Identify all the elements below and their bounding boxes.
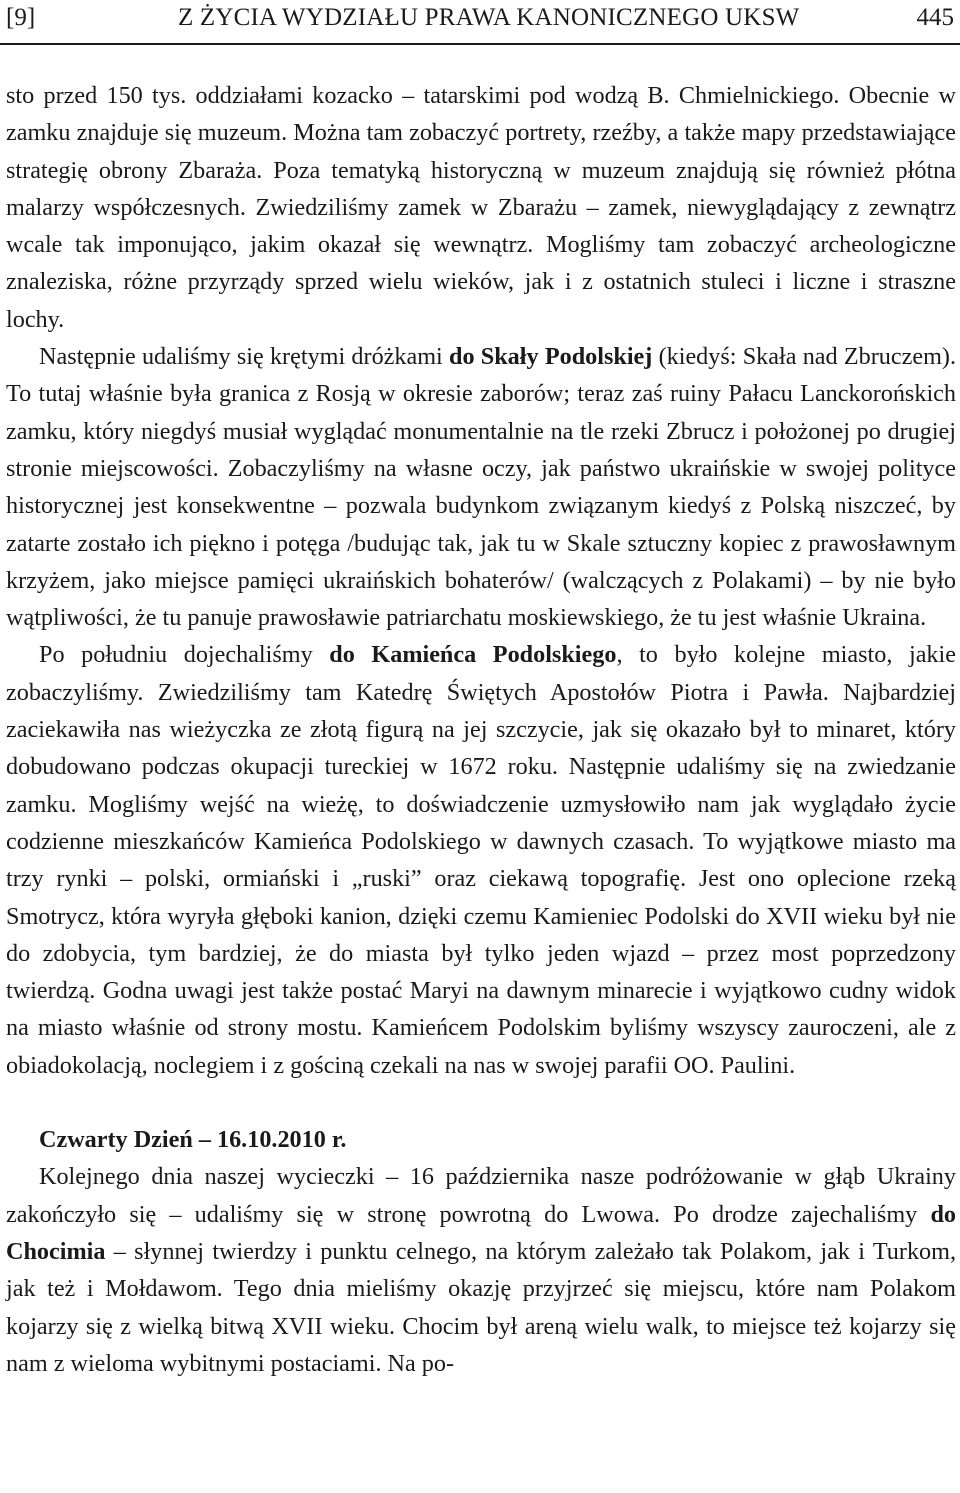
paragraph-text: Po południu dojechaliśmy (39, 641, 330, 669)
section-heading: Czwarty Dzień – 16.10.2010 r. (39, 1126, 347, 1154)
page-header (0, 0, 960, 43)
paragraph-text: , to było kolejne miasto, jakie zobaczyliśmy. Zwiedziliśmy tam Katedrę Świętych Apostołów Piotra i Pawła. Najbardziej zaciekawiła nas wieżyczka ze złotą figurą na jej szczycie, jak się okazało był to minaret, który dobudowano podczas okupacji tureckiej w 1672 roku. Następnie udaliśmy się na zwiedzanie zamku. Mogliśmy wejść na wieżę, to doświadczenie uzmysłowiło nam jak wyglądało życie codzienne mieszkańców Kamieńca Podolskiego w dawnych czasach. To wyjątkowe miasto ma trzy rynki – polski, ormiański i „ruski” oraz ciekawą topografię. Jest ono oplecione rzeką Smotrycz, która wyryła głęboki kanion, dzięki czemu Kamieniec Podolski do XVII wieku był nie do zdobycia, tym bardziej, że do miasta był tylko jeden wjazd – przez most poprzedzony twierdzą. Godna uwagi jest także postać Maryi na dawnym minarecie i wyjątkowo cudny widok na miasto właśnie od strony mostu. Kamieńcem Podolskim byliśmy wszyscy zauroczeni, ale z obiadokolacją, noclegiem i z gościną czekali na nas w swojej parafii OO. Paulini. (6, 641, 956, 1079)
section-number: [9] (6, 4, 36, 31)
paragraph-text: – słynnej twierdzy i punktu celnego, na którym zależało tak Polakom, jak i Turkom, jak też i Mołdawom. Tego dnia mieliśmy okazję przyjrzeć się miejscu, które nam Polakom kojarzy się z wielką bitwą XVII wieku. Chocim był areną wielu walk, to miejsce też kojarzy się nam z wieloma wybitnymi postaciami. Na po- (6, 1237, 956, 1377)
running-head: Z ŻYCIA WYDZIAŁU PRAWA KANONICZNEGO UKSW (178, 4, 800, 31)
header-rule (0, 43, 960, 45)
paragraph-chocim (6, 1158, 956, 1382)
place-name: do Skały Podolskiej (449, 343, 653, 371)
paragraph-kamieniec (6, 636, 956, 1084)
place-name: do Kamieńca Podolskiego (329, 641, 617, 669)
paragraph-text: Następnie udaliśmy się krętymi dróżkami (39, 343, 449, 371)
place-name: do Chocimia (6, 1200, 956, 1265)
paragraph-skala-podolska (6, 338, 956, 636)
article-body (6, 77, 956, 1382)
paragraph-text: sto przed 150 tys. oddziałami kozacko – tatarskimi pod wodzą B. Chmielnickiego. Obecnie w zamku znajduje się muzeum. Można tam zobaczyć portrety, rzeźby, a także mapy przedstawiające strategię obrony Zbaraża. Poza tematyką historyczną w muzeum znajdują się również płótna malarzy współczesnych. Zwiedziliśmy zamek w Zbarażu – zamek, niewyglądający z zewnątrz wcale tak imponująco, jakim okazał się wewnątrz. Mogliśmy tam zobaczyć archeologiczne znaleziska, różne przyrządy sprzed wielu wieków, jak i z ostatnich stuleci i liczne i straszne lochy. (6, 82, 956, 333)
paragraph-text: (kiedyś: Skała nad Zbruczem). To tutaj właśnie była granica z Rosją w okresie zaborów; teraz zaś ruiny Pałacu Lanckorońskich zamku, który niegdyś musiał wyglądać monumentalnie na tle rzeki Zbrucz i położonej po drugiej stronie miejscowości. Zobaczyliśmy na własne oczy, jak państwo ukraińskie w swojej polityce historycznej jest konsekwentne – pozwala budynkom związanym kiedyś z Polską niszczeć, by zatarte zostało ich piękno i potęga /budując tak, jak tu w Skale sztuczny kopiec z prawosławnym krzyżem, jako miejsce pamięci ukraińskich bohaterów/ (walczących z Polakami) – by nie było wątpliwości, że tu panuje prawosławie patriarchatu moskiewskiego, że tu jest właśnie Ukraina. (6, 343, 956, 632)
paragraph-zbaraz (6, 77, 956, 338)
paragraph-text: Kolejnego dnia naszej wycieczki – 16 października nasze podróżowanie w głąb Ukrainy zakończyło się – udaliśmy się w stronę powrotną do Lwowa. Po drodze zajechaliśmy (6, 1163, 956, 1228)
page-number: 445 (916, 4, 954, 31)
